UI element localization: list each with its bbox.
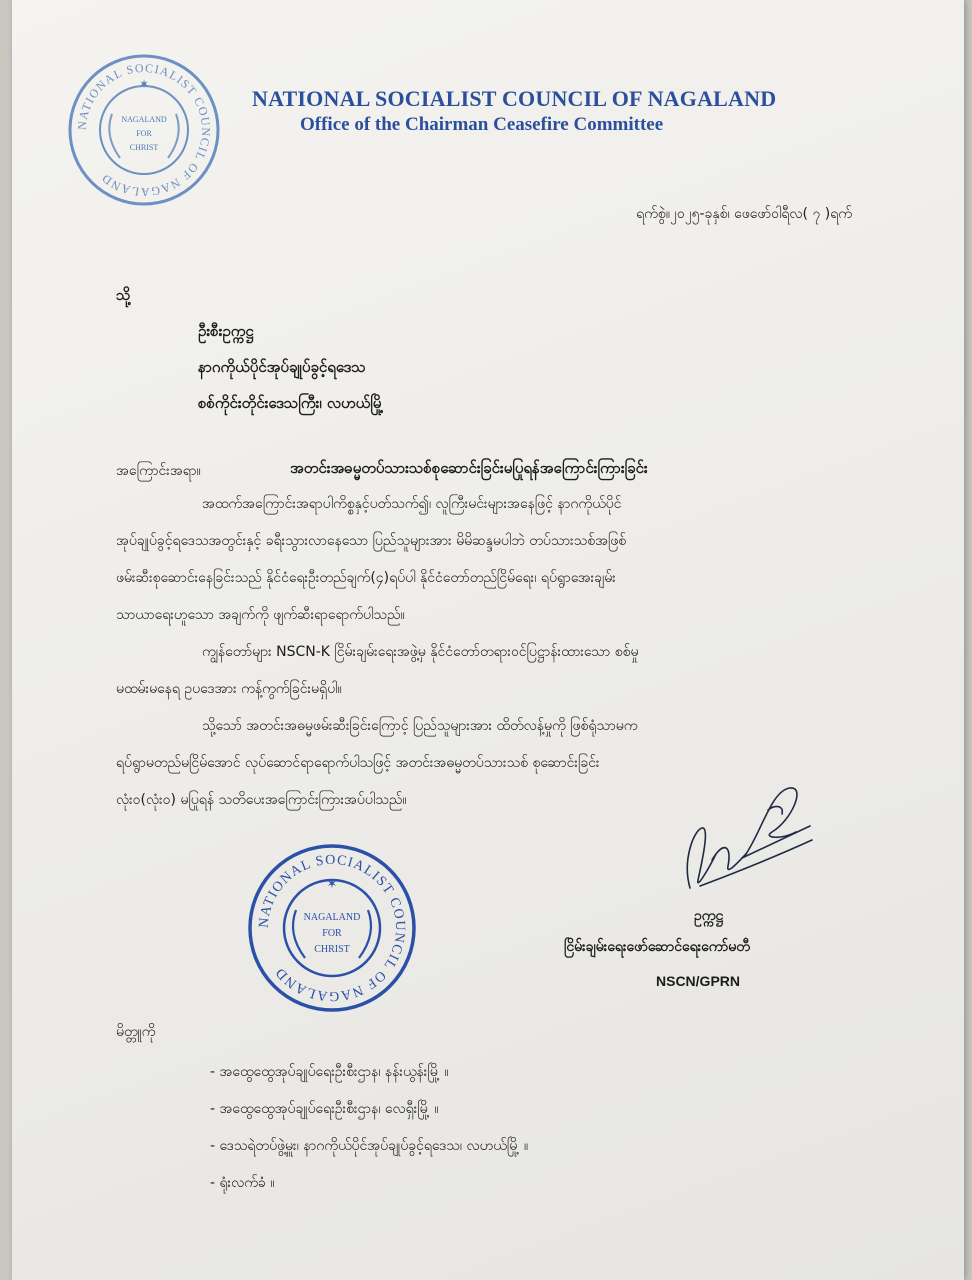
seal-top-line1: NAGALAND xyxy=(121,115,167,124)
body-line: အုပ်ချုပ်ခွင့်ရဒေသအတွင်းနှင့် ခရီးသွားလာနေသော ပြည်သူများအား မိမိဆန္ဒမပါဘဲ တပ်သားသစ်အဖြစ် xyxy=(116,533,627,549)
cc-item: - ရုံးလက်ခံ ။ xyxy=(210,1175,275,1191)
seal-bottom-line1: NAGALAND xyxy=(303,912,361,923)
subject-label: အကြောင်းအရာ။ xyxy=(116,463,201,479)
signature-graphic xyxy=(672,770,822,910)
letter-page xyxy=(12,0,964,1280)
seal-bottom-line3: CHRIST xyxy=(314,944,350,955)
recipient-line: နာဂကိုယ်ပိုင်အုပ်ချုပ်ခွင့်ရဒေသ xyxy=(198,358,366,376)
seal-top xyxy=(66,52,222,208)
signer-org: NSCN/GPRN xyxy=(656,973,741,989)
cc-item: - အထွေထွေအုပ်ချုပ်ရေးဦးစီးဌာန၊ နန်းယွန်းမြို့ ။ xyxy=(210,1064,449,1080)
recipient-line: ဦးစီးဥက္ကဋ္ဌ xyxy=(198,322,254,340)
cc-item: - အထွေထွေအုပ်ချုပ်ရေးဦးစီးဌာန၊ လေရှီးမြို့ ။ xyxy=(210,1101,439,1117)
organization-heading: NATIONAL SOCIALIST COUNCIL OF NAGALAND xyxy=(252,86,777,111)
body-line: ဖမ်းဆီးစုဆောင်းနေခြင်းသည် နိုင်ငံရေးဦးတည်ချက်(၄)ရပ်ပါ နိုင်ငံတော်တည်ငြိမ်ရေး၊ ရပ်ရွာအေးချမ်း xyxy=(116,570,616,586)
office-heading: Office of the Chairman Ceasefire Committee xyxy=(300,114,664,135)
body-line: လုံးဝ(လုံးဝ) မပြုရန် သတိပေးအကြောင်းကြားအပ်ပါသည်။ xyxy=(116,792,407,808)
recipient-line: စစ်ကိုင်းတိုင်းဒေသကြီး၊ လဟယ်မြို့ xyxy=(198,394,384,412)
seal-bottom-line2: FOR xyxy=(322,928,342,939)
letter-date: ရက်စွဲ။၂၀၂၅-ခုနှစ်၊ ဖေဖော်ဝါရီလ( ၇ )ရက် xyxy=(636,206,852,222)
body-line: ရပ်ရွာမတည်မငြိမ်အောင် လုပ်ဆောင်ရာရောက်ပါသဖြင့် အတင်းအဓမ္မတပ်သားသစ် စုဆောင်းခြင်း xyxy=(116,755,600,771)
cc-label: မိတ္တူကို xyxy=(116,1024,156,1040)
seal-bottom xyxy=(246,842,418,1014)
cc-item: - ဒေသရဲတပ်ဖွဲ့မှူး၊ နာဂကိုယ်ပိုင်အုပ်ချုပ်ခွင့်ရဒေသ၊ လဟယ်မြို့ ။ xyxy=(210,1138,529,1154)
seal-bottom-ring-text: NATIONAL SOCIALIST COUNCIL OF NAGALAND xyxy=(256,852,408,1004)
signature xyxy=(672,770,822,914)
body-line: မထမ်းမနေရ ဥပဒေအား ကန့်ကွက်ခြင်းမရှိပါ။ xyxy=(116,681,342,697)
seal-top-graphic xyxy=(66,52,222,208)
body-line: သို့သော် အတင်းအဓမ္မဖမ်းဆီးခြင်းကြောင့် ပြည်သူများအား ထိတ်လန့်မှုကို ဖြစ်ရုံသာမက xyxy=(202,718,638,734)
body-line: ကျွန်တော်များ NSCN-K ငြိမ်းချမ်းရေးအဖွဲ့မှ နိုင်ငံတော်တရားဝင်ပြဋ္ဌာန်းထားသော စစ်မှု xyxy=(202,644,639,660)
body-line: အထက်အကြောင်းအရာပါကိစ္စနှင့်ပတ်သက်၍၊ လူကြီးမင်းများအနေဖြင့် နာဂကိုယ်ပိုင် xyxy=(202,496,622,512)
seal-bottom-graphic xyxy=(246,842,418,1014)
body-line: သာယာရေးဟူသော အချက်ကို ဖျက်ဆီးရာရောက်ပါသည်။ xyxy=(116,607,405,623)
to-label: သို့ xyxy=(116,286,131,304)
seal-top-ring-text: NATIONAL SOCIALIST COUNCIL OF NAGALAND xyxy=(74,60,214,200)
subject-line: အတင်းအဓမ္မတပ်သားသစ်စုဆောင်းခြင်းမပြုရန်အကြောင်းကြားခြင်း xyxy=(290,459,648,477)
seal-top-line2: FOR xyxy=(136,129,152,138)
seal-top-line3: CHRIST xyxy=(129,143,159,152)
signer-title: ငြိမ်းချမ်းရေးဖော်ဆောင်ရေးကော်မတီ xyxy=(564,939,750,955)
svg-text:✶: ✶ xyxy=(326,877,338,892)
svg-text:✶: ✶ xyxy=(138,77,150,91)
signer-name: ဥက္ကဋ္ဌ xyxy=(694,908,724,924)
